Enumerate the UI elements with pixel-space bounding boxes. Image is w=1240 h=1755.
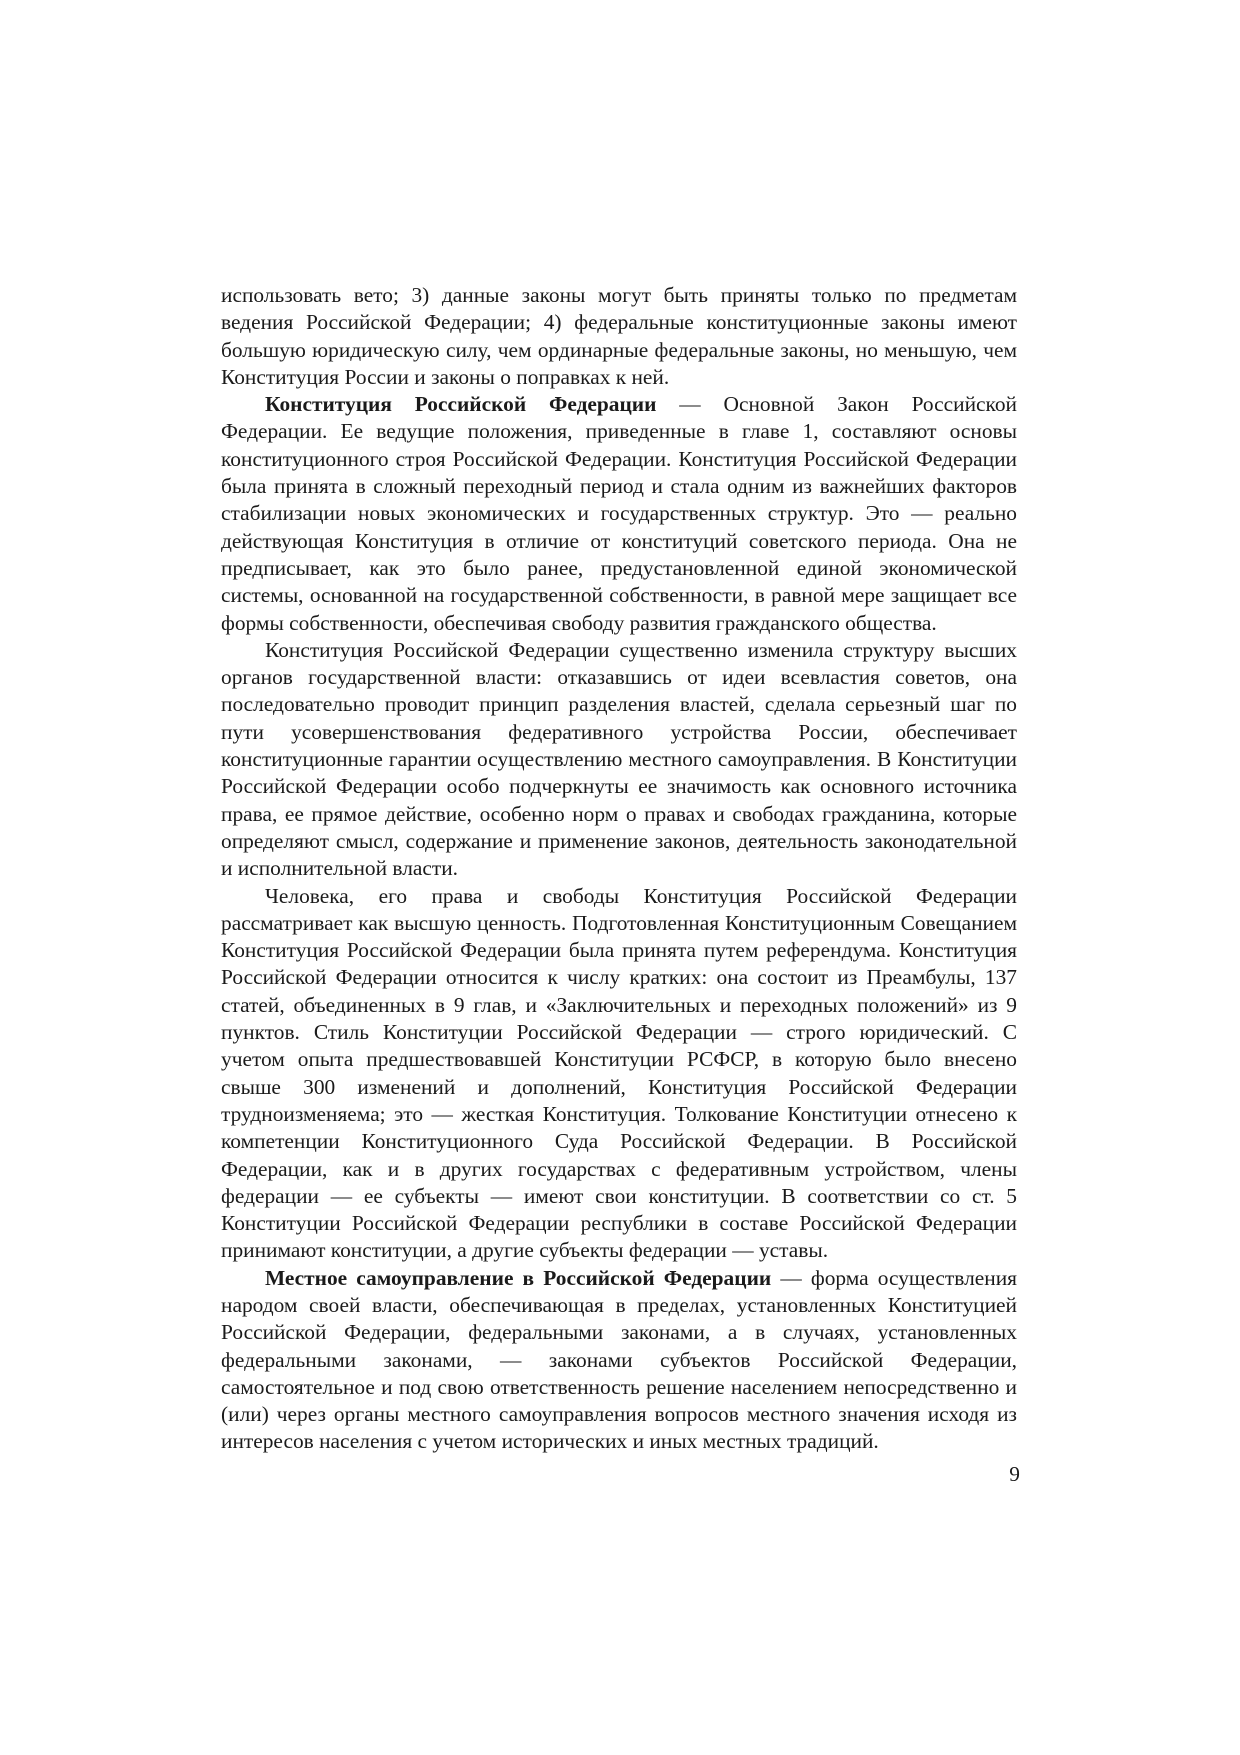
term-heading: Конституция Российской Федерации	[265, 392, 657, 417]
term-heading: Местное самоуправление в Российской Федерации	[265, 1265, 772, 1290]
paragraph-constitution-structure	[221, 637, 1017, 883]
paragraph-text: Человека, его права и свободы Конституция Российской Федерации рассматривает как высшую ценность. Подготовленная Конституционным Совещанием Конституция Российской Федерации была принята путем референдума. Конституция Российской Федерации относится к числу кратких: она состоит из Преамбулы, 137 статей, объединенных в 9 глав, и «Заключительных и переходных положений» из 9 пунктов. Стиль Конституции Российской Федерации — строго юридический. С учетом опыта предшествовавшей Конституции РСФСР, в которую было внесено свыше 300 изменений и дополнений, Конституция Российской Федерации трудноизменяема; это — жесткая Конституция. Толкование Конституции отнесено к компетенции Конституционного Суда Российской Федерации. В Российской Федерации, как и в других государствах с федеративным устройством, члены федерации — ее субъекты — имеют свои конституции. В соответствии со ст. 5 Конституции Российской Федерации республики в составе Российской Федерации принимают конституции, а другие субъекты федерации — уставы.	[221, 883, 1017, 1263]
paragraph-text: Конституция Российской Федерации существенно изменила структуру высших органов государственной власти: отказавшись от идеи всевластия советов, она последовательно проводит принцип разделения властей, сделала серьезный шаг по пути усовершенствования федеративного устройства России, обеспечивает конституционные гарантии осуществлению местного самоуправления. В Конституции Российской Федерации особо подчеркнуты ее значимость как основного источника права, ее прямое действие, особенно норм о правах и свободах гражданина, которые определяют смысл, содержание и применение законов, деятельность законодательной и исполнительной власти.	[221, 637, 1017, 881]
paragraph-text: — Основной Закон Российской Федерации. Ее ведущие положения, приведенные в главе 1, составляют основы конституционного строя Российской Федерации. Конституция Российской Федерации была принята в сложный переходный период и стала одним из важнейших факторов стабилизации новых экономических и государственных структур. Это — реально действующая Конституция в отличие от конституций советского периода. Она не предписывает, как это было ранее, предустановленной единой экономической системы, основанной на государственной собственности, в равной мере защищает все формы собственности, обеспечивая свободу развития гражданского общества.	[221, 392, 1017, 635]
paragraph-constitution-definition	[221, 391, 1017, 637]
paragraph-local-self-government	[221, 1265, 1017, 1456]
paragraph-text: использовать вето; 3) данные законы могут быть приняты только по предметам ведения Российской Федерации; 4) федеральные конституционные законы имеют большую юридическую силу, чем ординарные федеральные законы, но меньшую, чем Конституция России и законы о поправках к ней.	[221, 283, 1017, 389]
paragraph-human-rights	[221, 883, 1017, 1265]
paragraph-text: — форма осуществления народом своей власти, обеспечивающая в пределах, установленных Конституцией Российской Федерации, федеральными законами, а в случаях, установленных федеральными законами, — законами субъектов Российской Федерации, самостоятельное и под свою ответственность решение населением непосредственно и (или) через органы местного самоуправления вопросов местного значения исходя из интересов населения с учетом исторических и иных местных традиций.	[221, 1265, 1017, 1454]
paragraph-continuation	[221, 282, 1017, 391]
body-text	[221, 282, 1017, 1456]
page-number: 9	[1009, 1462, 1020, 1486]
